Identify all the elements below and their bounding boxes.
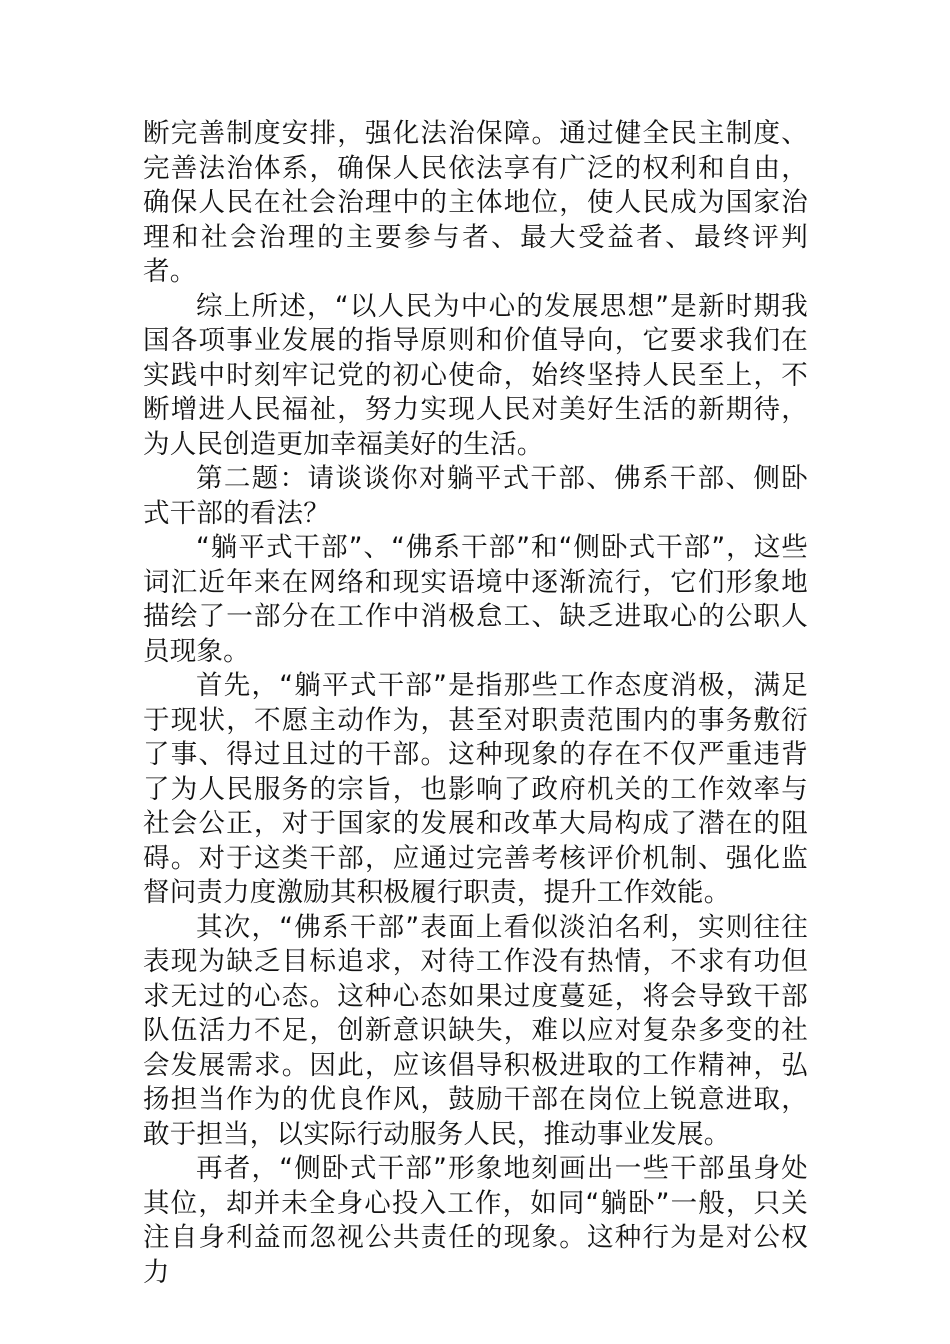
paragraph-1: 断完善制度安排，强化法治保障。通过健全民主制度、完善法治体系，确保人民依法享有广泛的权利和自由，确保人民在社会治理中的主体地位，使人民成为国家治理和社会治理的主要参与者、最大受益者、最终评判者。 — [143, 118, 808, 287]
document-page — [143, 117, 808, 1290]
question-heading: 第二题：请谈谈你对躺平式干部、佛系干部、侧卧式干部的看法？ — [143, 463, 808, 529]
paragraph-4: “躺平式干部”、“佛系干部”和“侧卧式干部”，这些词汇近年来在网络和现实语境中逐渐流行，它们形象地描绘了一部分在工作中消极怠工、缺乏进取心的公职人员现象。 — [143, 532, 808, 667]
paragraph-2: 综上所述，“以人民为中心的发展思想”是新时期我国各项事业发展的指导原则和价值导向，它要求我们在实践中时刻牢记党的初心使命，始终坚持人民至上，不断增进人民福祉，努力实现人民对美好生活的新期待，为人民创造更加幸福美好的生活。 — [143, 290, 808, 460]
paragraph-7: 再者，“侧卧式干部”形象地刻画出一些干部虽身处其位，却并未全身心投入工作，如同“躺卧”一般，只关注自身利益而忽视公共责任的现象。这种行为是对公权力 — [143, 1153, 808, 1288]
paragraph-5: 首先，“躺平式干部”是指那些工作态度消极，满足于现状，不愿主动作为，甚至对职责范围内的事务敷衍了事、得过且过的干部。这种现象的存在不仅严重违背了为人民服务的宗旨，也影响了政府机关的工作效率与社会公正，对于国家的发展和改革大局构成了潜在的阻碍。对于这类干部，应通过完善考核评价机制、强化监督问责力度激励其积极履行职责，提升工作效能。 — [143, 670, 808, 908]
paragraph-6: 其次，“佛系干部”表面上看似淡泊名利，实则往往表现为缺乏目标追求，对待工作没有热情，不求有功但求无过的心态。这种心态如果过度蔓延，将会导致干部队伍活力不足，创新意识缺失，难以应对复杂多变的社会发展需求。因此，应该倡导积极进取的工作精神，弘扬担当作为的优良作风，鼓励干部在岗位上锐意进取，敢于担当，以实际行动服务人民，推动事业发展。 — [143, 911, 808, 1150]
